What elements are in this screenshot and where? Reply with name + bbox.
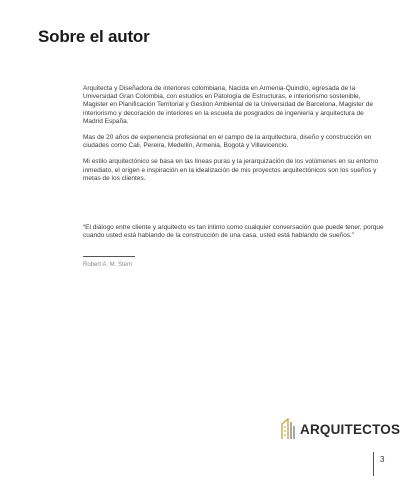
quote-text: “El diálogo entre cliente y arquitecto es tan intimo como cualquier conversación que puede tener, porque cuando usted está hablando de la construcción de una casa, usted está hablando de sueños.” [83, 224, 384, 240]
building-mark-icon [281, 418, 298, 440]
author-bio [83, 85, 383, 191]
bio-paragraph: Mas de 20 años de experiencia profesional en el campo de la arquitectura, diseño y construcción en ciudades como Cali, Pereira, Medellín, Armenia, Bogotá y Villavicencio. [83, 134, 372, 150]
quote-author: Robert A. M. Stern [83, 262, 133, 268]
bio-paragraph: Arquitecta y Diseñadora de interiores colombiana, Nacida en Armenia-Quindío, egresada de la Universidad Gran Colombia, con estudios en Patología de Estructuras, e interiorismo sostenible, Magister en Planificación Territorial y Gestión Ambiental de la Universidad de Barcelona, Magister de interiorismo y decoración de interiores en la escuela de posgrados de ingeniería y arquitectura de Madrid España. [83, 85, 373, 125]
bio-paragraph: Mi estilo arquitectónico se basa en las líneas puras y la jerarquización de los volúmenes en su entorno inmediato, el origen e inspiración en la idealización de mis proyectos arquitectónicos son los sueños y metas de los clientes. [83, 158, 379, 182]
page-title: Sobre el autor [38, 27, 150, 46]
brand-name: ARQUITECTOS [300, 421, 401, 437]
page-number-divider [373, 452, 374, 476]
brand-logo [281, 418, 400, 440]
page-number: 3 [380, 455, 385, 464]
quote-divider [83, 256, 135, 257]
